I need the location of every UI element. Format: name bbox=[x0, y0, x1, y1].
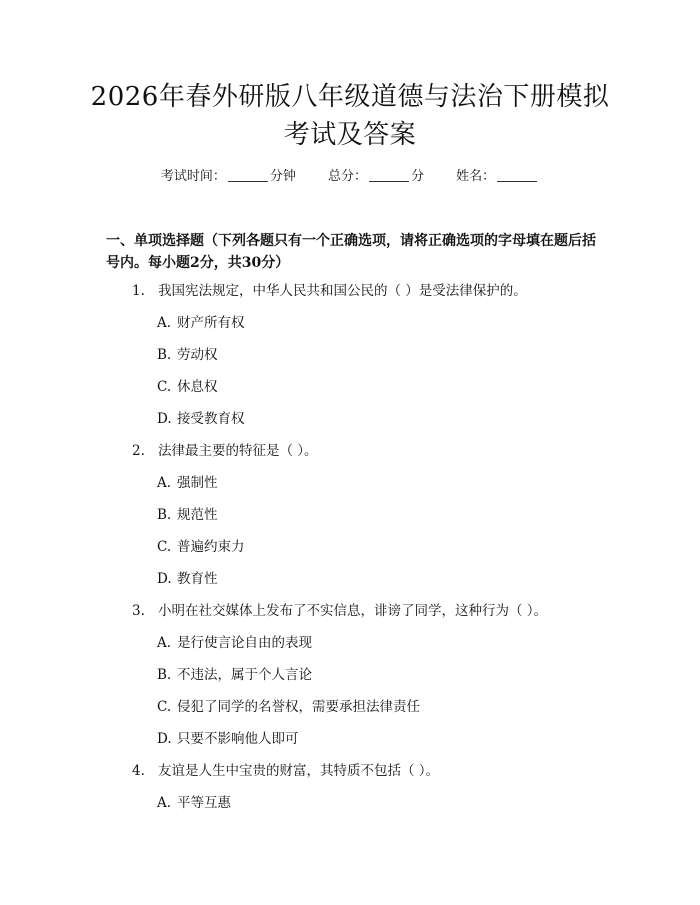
question-3: 3. 小明在社交媒体上发布了不实信息，诽谤了同学，这种行为（ ）。 bbox=[132, 603, 548, 619]
section-heading: 一、单项选择题（下列各题只有一个正确选项，请将正确选项的字母填在题后括号内。每小题2分，共30分） bbox=[106, 233, 596, 271]
exam-time: 考试时间： 分钟 bbox=[160, 169, 296, 184]
option-3d: D. 只要不影响他人即可 bbox=[157, 731, 299, 747]
option-1d: D. 接受教育权 bbox=[157, 411, 245, 427]
option-3b: B. 不违法，属于个人言论 bbox=[157, 667, 312, 683]
time-blank bbox=[228, 167, 268, 182]
exam-meta bbox=[0, 167, 700, 187]
question-2: 2. 法律最主要的特征是（ ）。 bbox=[132, 443, 318, 459]
option-1a: A. 财产所有权 bbox=[157, 315, 245, 331]
title-line-2: 考试及答案 bbox=[283, 120, 417, 150]
option-3c: C. 侵犯了同学的名誉权，需要承担法律责任 bbox=[157, 699, 420, 715]
total-score: 总分： 分 bbox=[327, 169, 425, 184]
option-2b: B. 规范性 bbox=[157, 507, 218, 523]
option-2a: A. 强制性 bbox=[157, 475, 218, 491]
title-line-1: 2026年春外研版八年级道德与法治下册模拟 bbox=[90, 82, 610, 112]
name-blank bbox=[497, 167, 537, 182]
question-4: 4. 友谊是人生中宝贵的财富，其特质不包括（ ）。 bbox=[132, 763, 440, 779]
score-blank bbox=[369, 167, 409, 182]
option-3a: A. 是行使言论自由的表现 bbox=[157, 635, 312, 651]
question-1: 1. 我国宪法规定，中华人民共和国公民的（ ）是受法律保护的。 bbox=[132, 283, 527, 299]
option-2d: D. 教育性 bbox=[157, 571, 218, 587]
student-name: 姓名： bbox=[456, 169, 539, 184]
option-1b: B. 劳动权 bbox=[157, 347, 218, 363]
document-title bbox=[60, 78, 640, 154]
option-4a: A. 平等互惠 bbox=[157, 795, 231, 811]
option-1c: C. 休息权 bbox=[157, 379, 218, 395]
option-2c: C. 普遍约束力 bbox=[157, 539, 245, 555]
